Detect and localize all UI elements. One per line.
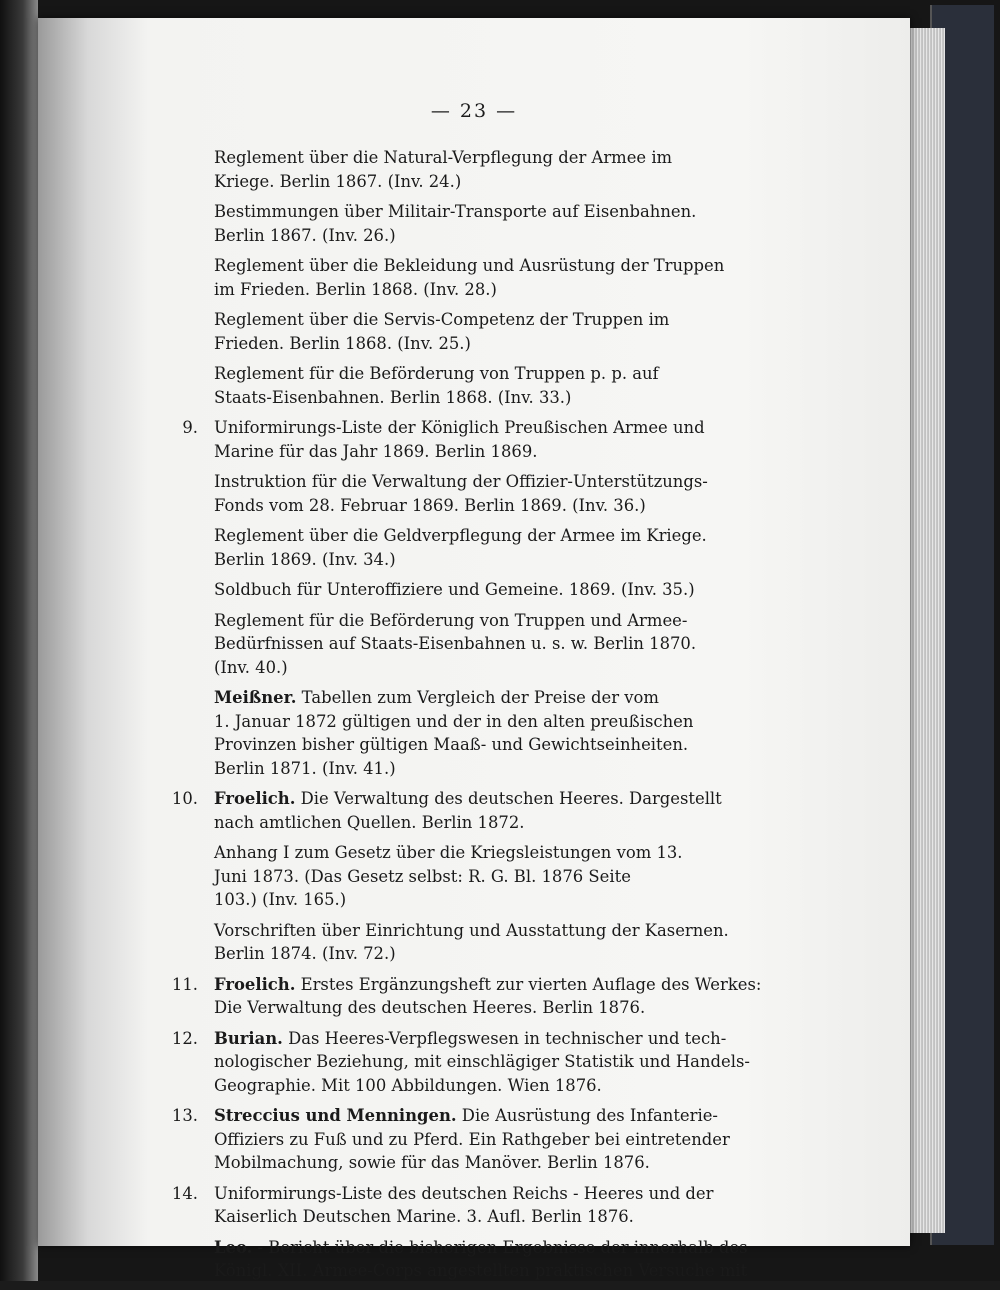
numbered-entry bbox=[138, 1104, 730, 1175]
entry-line: Juni 1873. (Das Gesetz selbst: R. G. Bl. 1876 Seite bbox=[214, 866, 631, 886]
entry-line: Die Ausrüstung des Infanterie- bbox=[461, 1106, 718, 1125]
entry-line: Berlin 1871. (Inv. 41.) bbox=[214, 758, 396, 778]
entry-line: Bestimmungen über Militair-Transporte auf Eisenbahnen. bbox=[214, 202, 697, 221]
entry-line-with-author bbox=[214, 1236, 748, 1260]
entry-line: 1. Januar 1872 gültigen und der in den alten preußischen bbox=[214, 711, 694, 731]
sub-entry bbox=[138, 841, 690, 912]
entry-line: Die Verwaltung des deutschen Heeres. Dargestellt bbox=[300, 789, 722, 808]
entry-line: Reglement über die Natural-Verpflegung der Armee im bbox=[214, 148, 673, 167]
book-spine-shadow bbox=[0, 0, 38, 1281]
entry-author: Froelich. bbox=[214, 789, 296, 808]
entry-line: Geographie. Mit 100 Abbildungen. Wien 1876. bbox=[214, 1075, 602, 1095]
entry-line: Uniformirungs-Liste der Königlich Preußischen Armee und bbox=[214, 418, 705, 437]
sub-entry bbox=[138, 1236, 748, 1283]
entry-line: Reglement für die Beförderung von Truppen und Armee- bbox=[214, 610, 688, 630]
entry-line: Uniformirungs-Liste des deutschen Reichs - Heeres und der bbox=[214, 1183, 714, 1203]
sub-entry bbox=[138, 146, 690, 193]
entry-number: 14. bbox=[171, 1183, 198, 1203]
entry-number: 13. bbox=[171, 1106, 198, 1125]
entry-line: Das Heeres-Verpflegswesen in technischer und tech- bbox=[288, 1028, 727, 1048]
numbered-entry bbox=[138, 973, 762, 1020]
entry-line: Tabellen zum Vergleich der Preise der vom bbox=[301, 688, 659, 707]
entry-line: Berlin 1874. (Inv. 72.) bbox=[214, 944, 396, 963]
sub-entry bbox=[138, 578, 695, 602]
entry-line: Instruktion für die Verwaltung der Offizier-Unterstützungs- bbox=[214, 472, 708, 491]
entry-number: 12. bbox=[171, 1028, 198, 1048]
entry-author: Leo. bbox=[214, 1237, 253, 1257]
entry-line-with-author bbox=[214, 787, 722, 811]
numbered-entry bbox=[138, 787, 722, 834]
numbered-entry bbox=[138, 1027, 750, 1098]
entry-line-with-author bbox=[214, 1027, 727, 1051]
entry-line: Reglement über die Servis-Competenz der Truppen im bbox=[214, 310, 670, 329]
entry-author: Froelich. bbox=[214, 974, 296, 994]
sub-entry bbox=[138, 200, 697, 247]
entry-line: Mobilmachung, sowie für das Manöver. Berlin 1876. bbox=[214, 1153, 650, 1172]
entry-line: nach amtlichen Quellen. Berlin 1872. bbox=[214, 812, 525, 832]
entry-line: nologischer Beziehung, mit einschlägiger Statistik und Handels- bbox=[214, 1052, 750, 1071]
entry-line: Erstes Ergänzungsheft zur vierten Auflage des Werkes: bbox=[300, 974, 762, 994]
entry-line-with-author bbox=[214, 686, 690, 710]
entry-author: Streccius und Menningen. bbox=[214, 1106, 457, 1125]
entry-line: Berlin 1869. (Inv. 34.) bbox=[214, 549, 396, 569]
entry-line-with-author bbox=[214, 1104, 718, 1128]
entry-line: Staats-Eisenbahnen. Berlin 1868. (Inv. 33.) bbox=[214, 387, 572, 407]
entry-line: Offiziers zu Fuß und zu Pferd. Ein Rathgeber bei eintretender bbox=[214, 1129, 730, 1149]
sub-entry bbox=[138, 686, 694, 780]
entry-line: Provinzen bisher gültigen Maaß- und Gewichtseinheiten. bbox=[214, 735, 689, 754]
entry-line: Reglement für die Beförderung von Truppen p. p. auf bbox=[214, 364, 659, 383]
sub-entry bbox=[138, 524, 707, 571]
entry-line: Fonds vom 28. Februar 1869. Berlin 1869. (Inv. 36.) bbox=[214, 495, 646, 515]
entry-line: 103.) (Inv. 165.) bbox=[214, 890, 347, 909]
entry-line: Frieden. Berlin 1868. (Inv. 25.) bbox=[214, 333, 471, 353]
entry-line: Kaiserlich Deutschen Marine. 3. Aufl. Berlin 1876. bbox=[214, 1207, 634, 1226]
entry-line-with-author bbox=[214, 973, 762, 997]
entry-line: Anhang I zum Gesetz über die Kriegsleistungen vom 13. bbox=[214, 843, 683, 862]
entry-author: Meißner. bbox=[214, 688, 297, 707]
entry-line: - Bericht über die bisherigen Ergebnisse der innerhalb des bbox=[257, 1237, 748, 1257]
entry-line: Bedürfnissen auf Staats-Eisenbahnen u. s. w. Berlin 1870. bbox=[214, 634, 697, 653]
sub-entry bbox=[138, 470, 708, 517]
numbered-entry bbox=[138, 1182, 714, 1229]
page-number: — 23 — bbox=[430, 100, 518, 122]
entry-line: Die Verwaltung des deutschen Heeres. Berlin 1876. bbox=[214, 998, 646, 1017]
entry-line: Berlin 1867. (Inv. 26.) bbox=[214, 225, 396, 245]
page-edges-stack bbox=[905, 28, 945, 1233]
entry-line: Königl. XII. Armee-Corps angestellten praktischen Versuche mit bbox=[214, 1261, 748, 1280]
entry-line: Soldbuch für Unteroffiziere und Gemeine. 1869. (Inv. 35.) bbox=[214, 580, 695, 599]
sub-entry bbox=[138, 362, 690, 409]
sub-entry bbox=[138, 254, 725, 301]
entry-author: Burian. bbox=[214, 1028, 283, 1048]
sub-entry bbox=[138, 308, 690, 355]
entry-line: Reglement über die Geldverpflegung der Armee im Kriege. bbox=[214, 526, 707, 545]
entry-number: 9. bbox=[182, 418, 198, 437]
book-page bbox=[38, 18, 910, 1280]
entry-number: 10. bbox=[171, 789, 198, 808]
entry-number: 11. bbox=[171, 974, 198, 994]
numbered-entry bbox=[138, 416, 705, 463]
page-content bbox=[138, 146, 762, 1290]
entry-line: Marine für das Jahr 1869. Berlin 1869. bbox=[214, 441, 538, 461]
entry-line: (Inv. 40.) bbox=[214, 657, 288, 677]
entry-line: im Frieden. Berlin 1868. (Inv. 28.) bbox=[214, 279, 497, 299]
sub-entry bbox=[138, 919, 729, 966]
entry-line: Vorschriften über Einrichtung und Ausstattung der Kasernen. bbox=[214, 920, 729, 940]
entry-line: Kriege. Berlin 1867. (Inv. 24.) bbox=[214, 171, 462, 191]
sub-entry bbox=[138, 609, 697, 680]
entry-line: Reglement über die Bekleidung und Ausrüstung der Truppen bbox=[214, 256, 725, 275]
